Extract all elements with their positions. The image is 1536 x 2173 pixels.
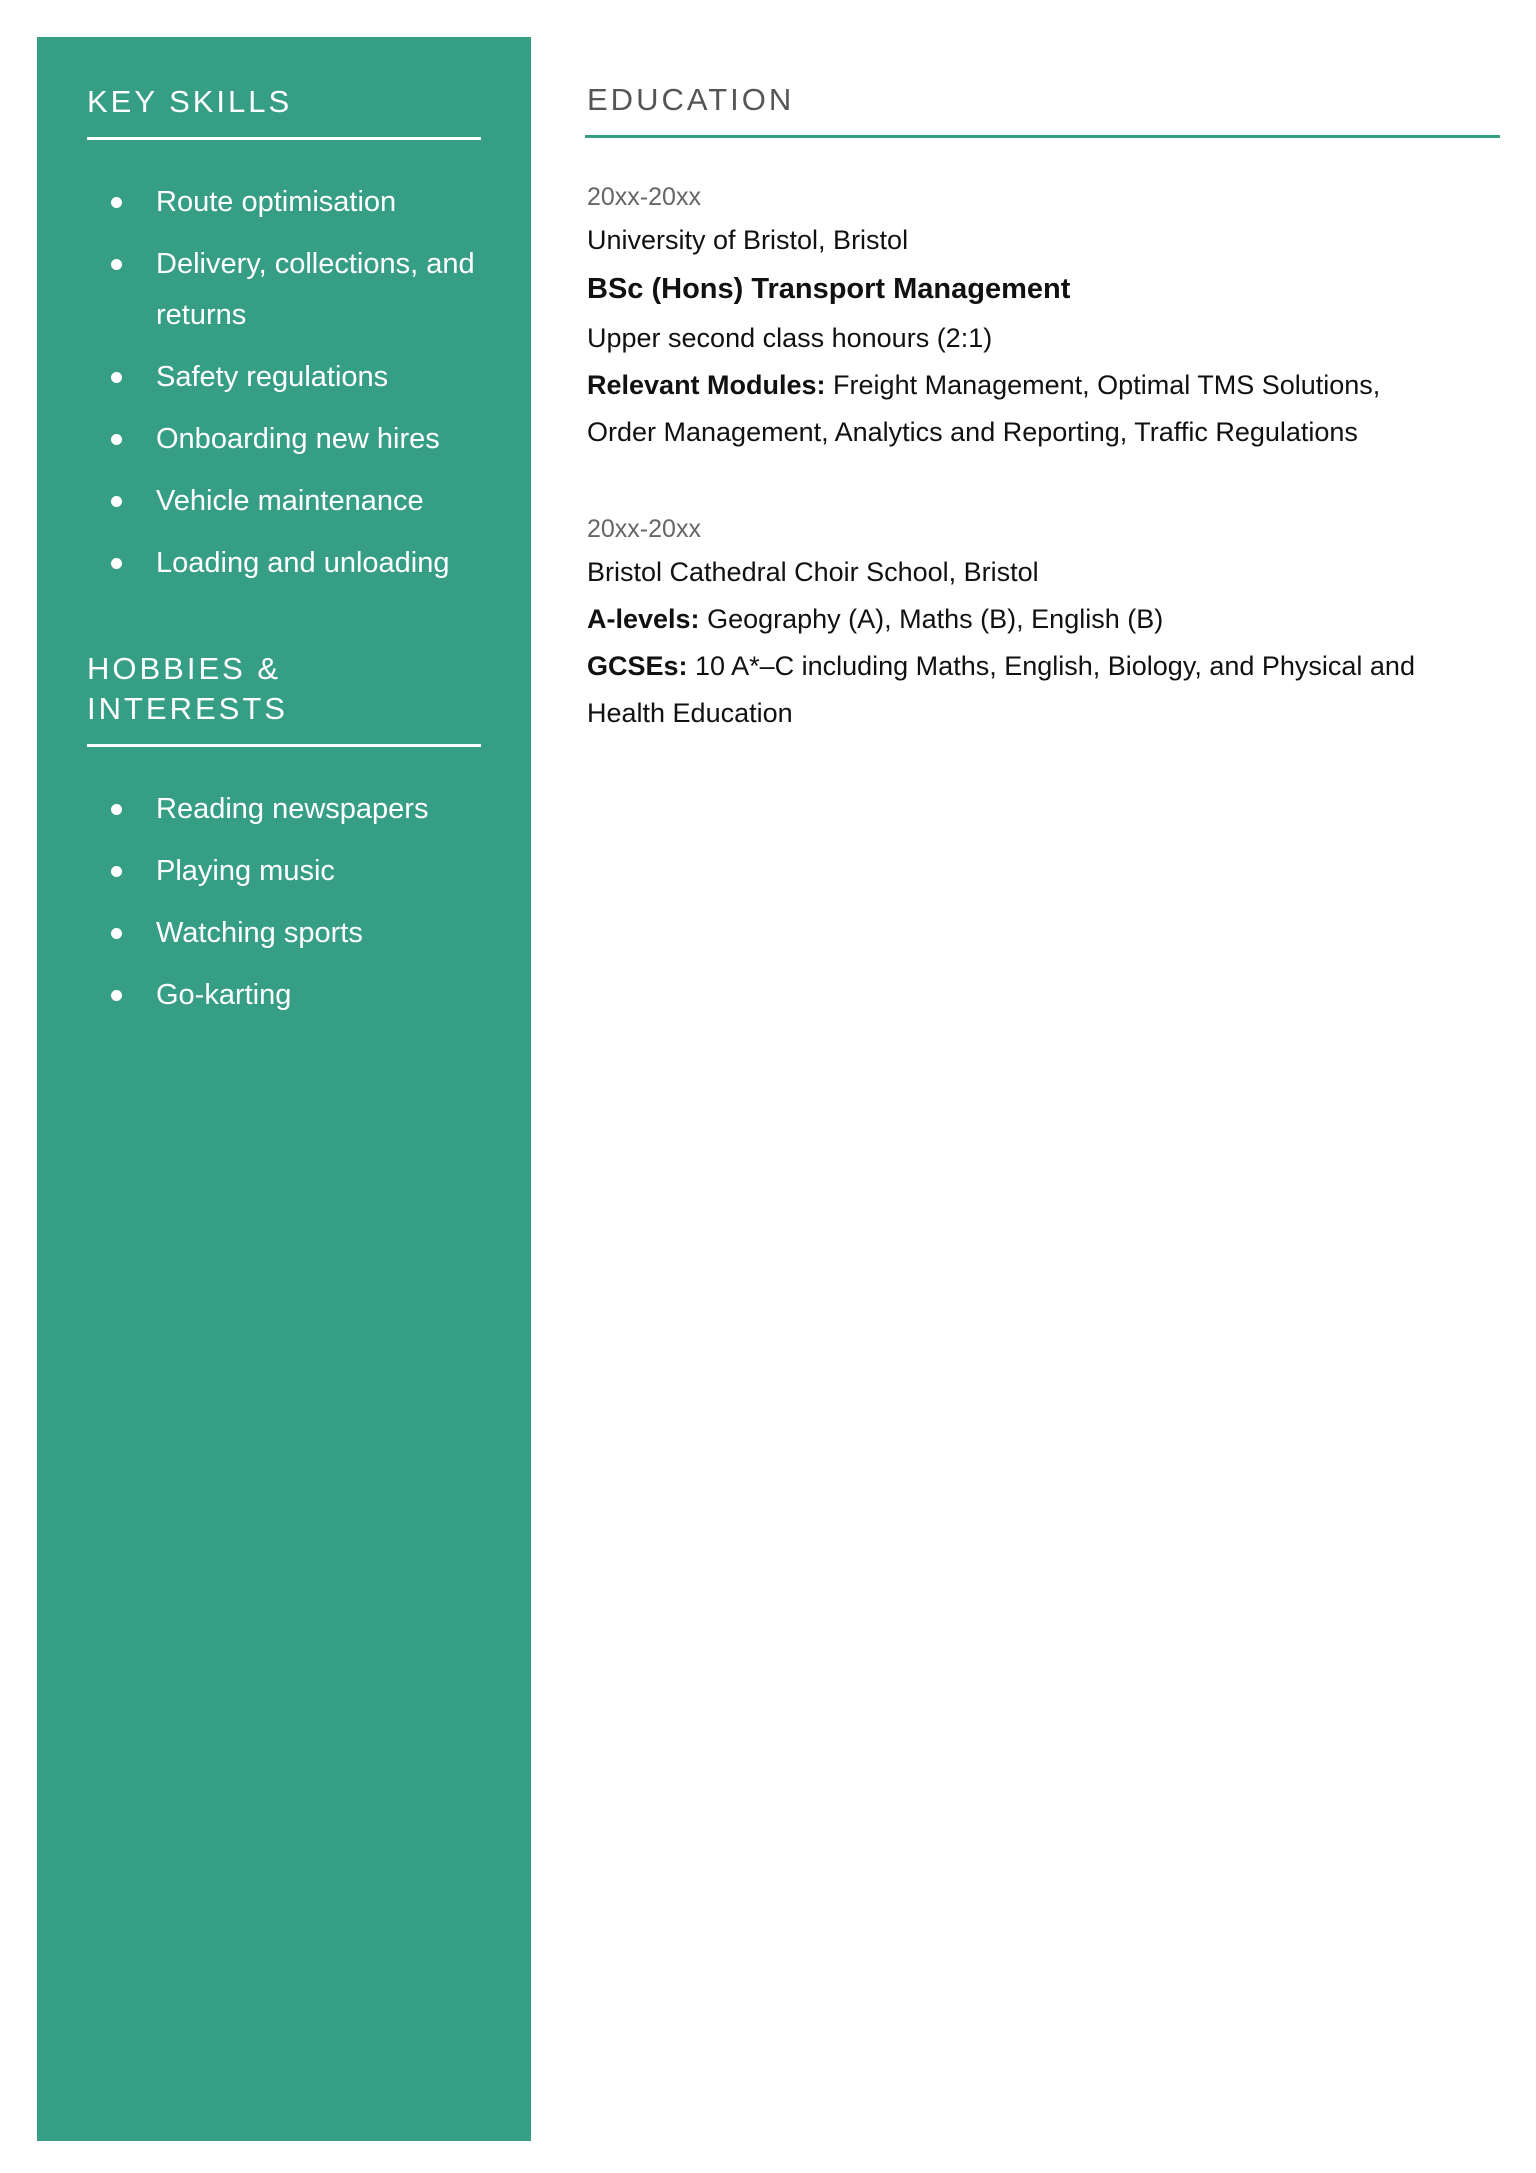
key-skills-section (87, 82, 481, 600)
hobbies-heading: HOBBIES & INTERESTS (87, 651, 288, 726)
hobby-item (87, 908, 481, 959)
education-classification: Upper second class honours (2:1) (587, 323, 993, 353)
education-degree: BSc (Hons) Transport Management (587, 273, 1071, 305)
education-heading: EDUCATION (587, 82, 795, 117)
bullet-icon (111, 434, 122, 445)
bullet-icon (111, 866, 122, 877)
hobby-label: Playing music (156, 855, 335, 887)
education-modules (587, 362, 1500, 409)
skill-item (87, 476, 481, 527)
education-institution: University of Bristol, Bristol (587, 225, 909, 255)
bullet-icon (111, 496, 122, 507)
skill-label: Delivery, collections, and returns (156, 248, 475, 331)
main-content (585, 80, 1500, 737)
hobby-item (87, 970, 481, 1021)
education-entry (585, 509, 1500, 737)
hobbies-section (87, 649, 481, 1032)
education-gcses (587, 643, 1500, 690)
skill-label: Vehicle maintenance (156, 485, 424, 517)
skill-item (87, 177, 481, 228)
education-date: 20xx-20xx (587, 183, 701, 211)
bullet-icon (111, 372, 122, 383)
skill-item (87, 414, 481, 465)
education-gcses-continued: Health Education (587, 698, 793, 728)
skill-item (87, 538, 481, 589)
education-divider (585, 135, 1500, 138)
education-modules-continued: Order Management, Analytics and Reporting, Traffic Regulations (587, 417, 1358, 447)
bullet-icon (111, 928, 122, 939)
hobbies-list (87, 784, 481, 1021)
alevels-label: A-levels: (587, 604, 700, 634)
gcses-text: 10 A*–C including Maths, English, Biology, and Physical and (687, 651, 1415, 681)
skill-label: Loading and unloading (156, 547, 450, 579)
sidebar (37, 37, 531, 2141)
bullet-icon (111, 990, 122, 1001)
key-skills-list (87, 177, 481, 589)
hobby-label: Reading newspapers (156, 793, 429, 825)
skill-label: Route optimisation (156, 186, 397, 218)
education-date: 20xx-20xx (587, 515, 701, 543)
education-entry (585, 177, 1500, 456)
alevels-text: Geography (A), Maths (B), English (B) (699, 604, 1164, 634)
hobby-item (87, 784, 481, 835)
education-institution: Bristol Cathedral Choir School, Bristol (587, 557, 1039, 587)
key-skills-divider (87, 137, 481, 140)
bullet-icon (111, 197, 122, 208)
modules-label: Relevant Modules: (587, 370, 826, 400)
hobby-label: Watching sports (156, 917, 363, 949)
skill-label: Onboarding new hires (156, 423, 440, 455)
bullet-icon (111, 804, 122, 815)
hobby-label: Go-karting (156, 979, 292, 1011)
bullet-icon (111, 259, 122, 270)
bullet-icon (111, 558, 122, 569)
skill-label: Safety regulations (156, 361, 389, 393)
gcses-label: GCSEs: (587, 651, 688, 681)
key-skills-heading: KEY SKILLS (87, 84, 293, 119)
hobbies-divider (87, 744, 481, 747)
skill-item (87, 352, 481, 403)
skill-item (87, 239, 481, 341)
modules-text: Freight Management, Optimal TMS Solutions, (825, 370, 1381, 400)
education-alevels (587, 596, 1500, 643)
hobby-item (87, 846, 481, 897)
